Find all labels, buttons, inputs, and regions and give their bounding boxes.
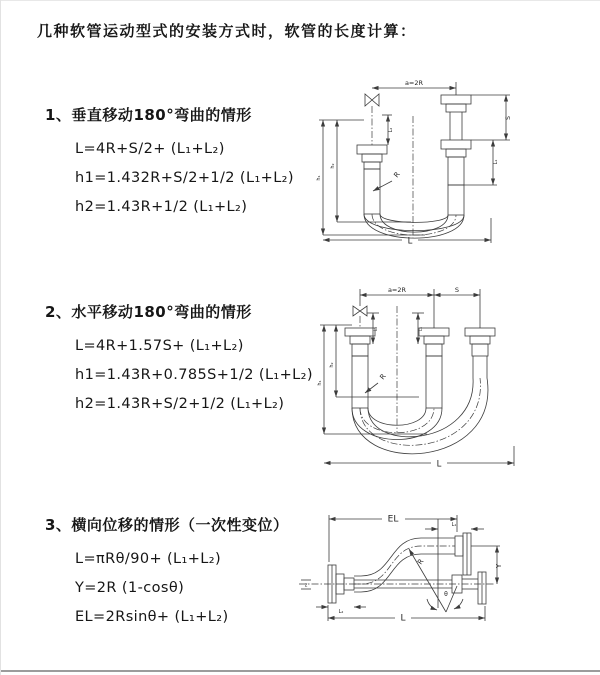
fixed-end-fitting: [357, 145, 387, 214]
section-horizontal-180: [45, 301, 313, 419]
valve-icon: [353, 306, 367, 328]
moving-end-fitting-pos2: [465, 328, 495, 378]
dimension-l: [328, 605, 485, 624]
datum-label: z: [304, 582, 308, 589]
formula-list: [75, 545, 288, 632]
dimension-l2: [367, 313, 379, 344]
section-heading: 2、水平移动180°弯曲的情形: [45, 303, 252, 321]
dim-label-r: R: [416, 557, 426, 567]
fixed-end-fitting: [345, 328, 375, 408]
dimension-a2r: [372, 79, 456, 95]
hose-u-loop-pos2: [352, 378, 488, 454]
radius-callout: [416, 557, 425, 566]
hose-u-loop: [364, 214, 464, 238]
formula-line: h1=1.43R+0.785S+1/2 (L₁+L₂): [75, 367, 313, 383]
dim-label-a2r: a=2R: [387, 286, 407, 294]
dim-label-r: R: [378, 372, 388, 382]
dim-label-l: L: [436, 459, 442, 470]
dim-label-h1: h₁: [317, 380, 323, 386]
formula-line: L=πRθ/90+ (L₁+L₂): [75, 551, 222, 567]
angle-label-theta: θ: [444, 591, 448, 598]
section-heading: 3、横向位移的情形（一次性变位）: [45, 516, 289, 534]
dim-label-el: EL: [387, 514, 399, 525]
dim-label-l2: L₂: [388, 127, 394, 133]
radius-callout: [373, 170, 402, 191]
dim-label-a2r: a=2R: [404, 79, 424, 87]
dimension-s: [471, 95, 512, 140]
dimension-a2r: [360, 286, 480, 328]
formula-line: L=4R+1.57S+ (L₁+L₂): [75, 338, 244, 354]
angle-construction: [409, 519, 463, 612]
dim-label-l1: L₁: [419, 326, 424, 332]
dimension-l2: [316, 607, 366, 615]
formula-line: h2=1.43R+1/2 (L₁+L₂): [75, 199, 248, 215]
dim-label-l2: L₂: [374, 326, 379, 332]
hose-displaced-position: [354, 533, 471, 592]
dimension-y: [471, 546, 503, 584]
formula-list: [75, 135, 294, 222]
dimension-h1: [316, 120, 425, 235]
scan-edge-bottom: [1, 670, 600, 672]
scan-edge-top: [1, 0, 600, 1]
dim-label-y: Y: [495, 563, 503, 569]
dimension-h2: [330, 120, 411, 222]
dim-label-l1: L₁: [451, 522, 457, 528]
formula-line: EL=2Rsinθ+ (L₁+L₂): [75, 609, 229, 625]
diagram-horizontal-180: [307, 281, 519, 477]
dim-label-l: L: [407, 236, 413, 247]
formula-list: [75, 332, 313, 419]
dimension-l1: [425, 522, 484, 529]
dim-label-h2: h₂: [330, 163, 336, 169]
dimension-l1: [464, 140, 499, 185]
dim-label-s: S: [454, 286, 460, 294]
radius-callout: [365, 372, 388, 393]
dim-label-s: S: [505, 116, 512, 120]
diagram-lateral-displacement: [297, 502, 511, 647]
section-lateral-displacement: [45, 514, 288, 632]
datum-mark: [301, 580, 311, 589]
dimension-l2: [382, 115, 394, 145]
dim-label-l2: L₂: [338, 609, 344, 615]
dimension-s: [434, 286, 480, 295]
dim-label-l: L: [400, 613, 406, 624]
valve-icon: [365, 94, 379, 145]
moving-end-fitting-pos1: [419, 328, 449, 408]
dimension-l1: [412, 313, 424, 344]
section-vertical-180: [45, 104, 294, 222]
dim-label-r: R: [392, 170, 402, 180]
dimension-l: [324, 446, 514, 470]
section-heading: 1、垂直移动180°弯曲的情形: [45, 106, 252, 124]
moving-end-fitting-lower: [441, 140, 471, 215]
dim-label-h2: h₂: [329, 362, 335, 368]
formula-line: h1=1.432R+S/2+1/2 (L₁+L₂): [75, 170, 294, 186]
dim-label-l1: L₁: [493, 159, 499, 165]
hose-original-position: [354, 572, 486, 604]
formula-line: L=4R+S/2+ (L₁+L₂): [75, 141, 225, 157]
diagram-vertical-180: [307, 66, 517, 258]
moving-end-fitting-upper: [441, 95, 471, 140]
dim-label-h1: h₁: [316, 175, 322, 181]
formula-line: Y=2R (1-cosθ): [75, 580, 185, 596]
page-title: 几种软管运动型式的安装方式时，软管的长度计算：: [37, 22, 417, 40]
formula-line: h2=1.43R+S/2+1/2 (L₁+L₂): [75, 396, 285, 412]
